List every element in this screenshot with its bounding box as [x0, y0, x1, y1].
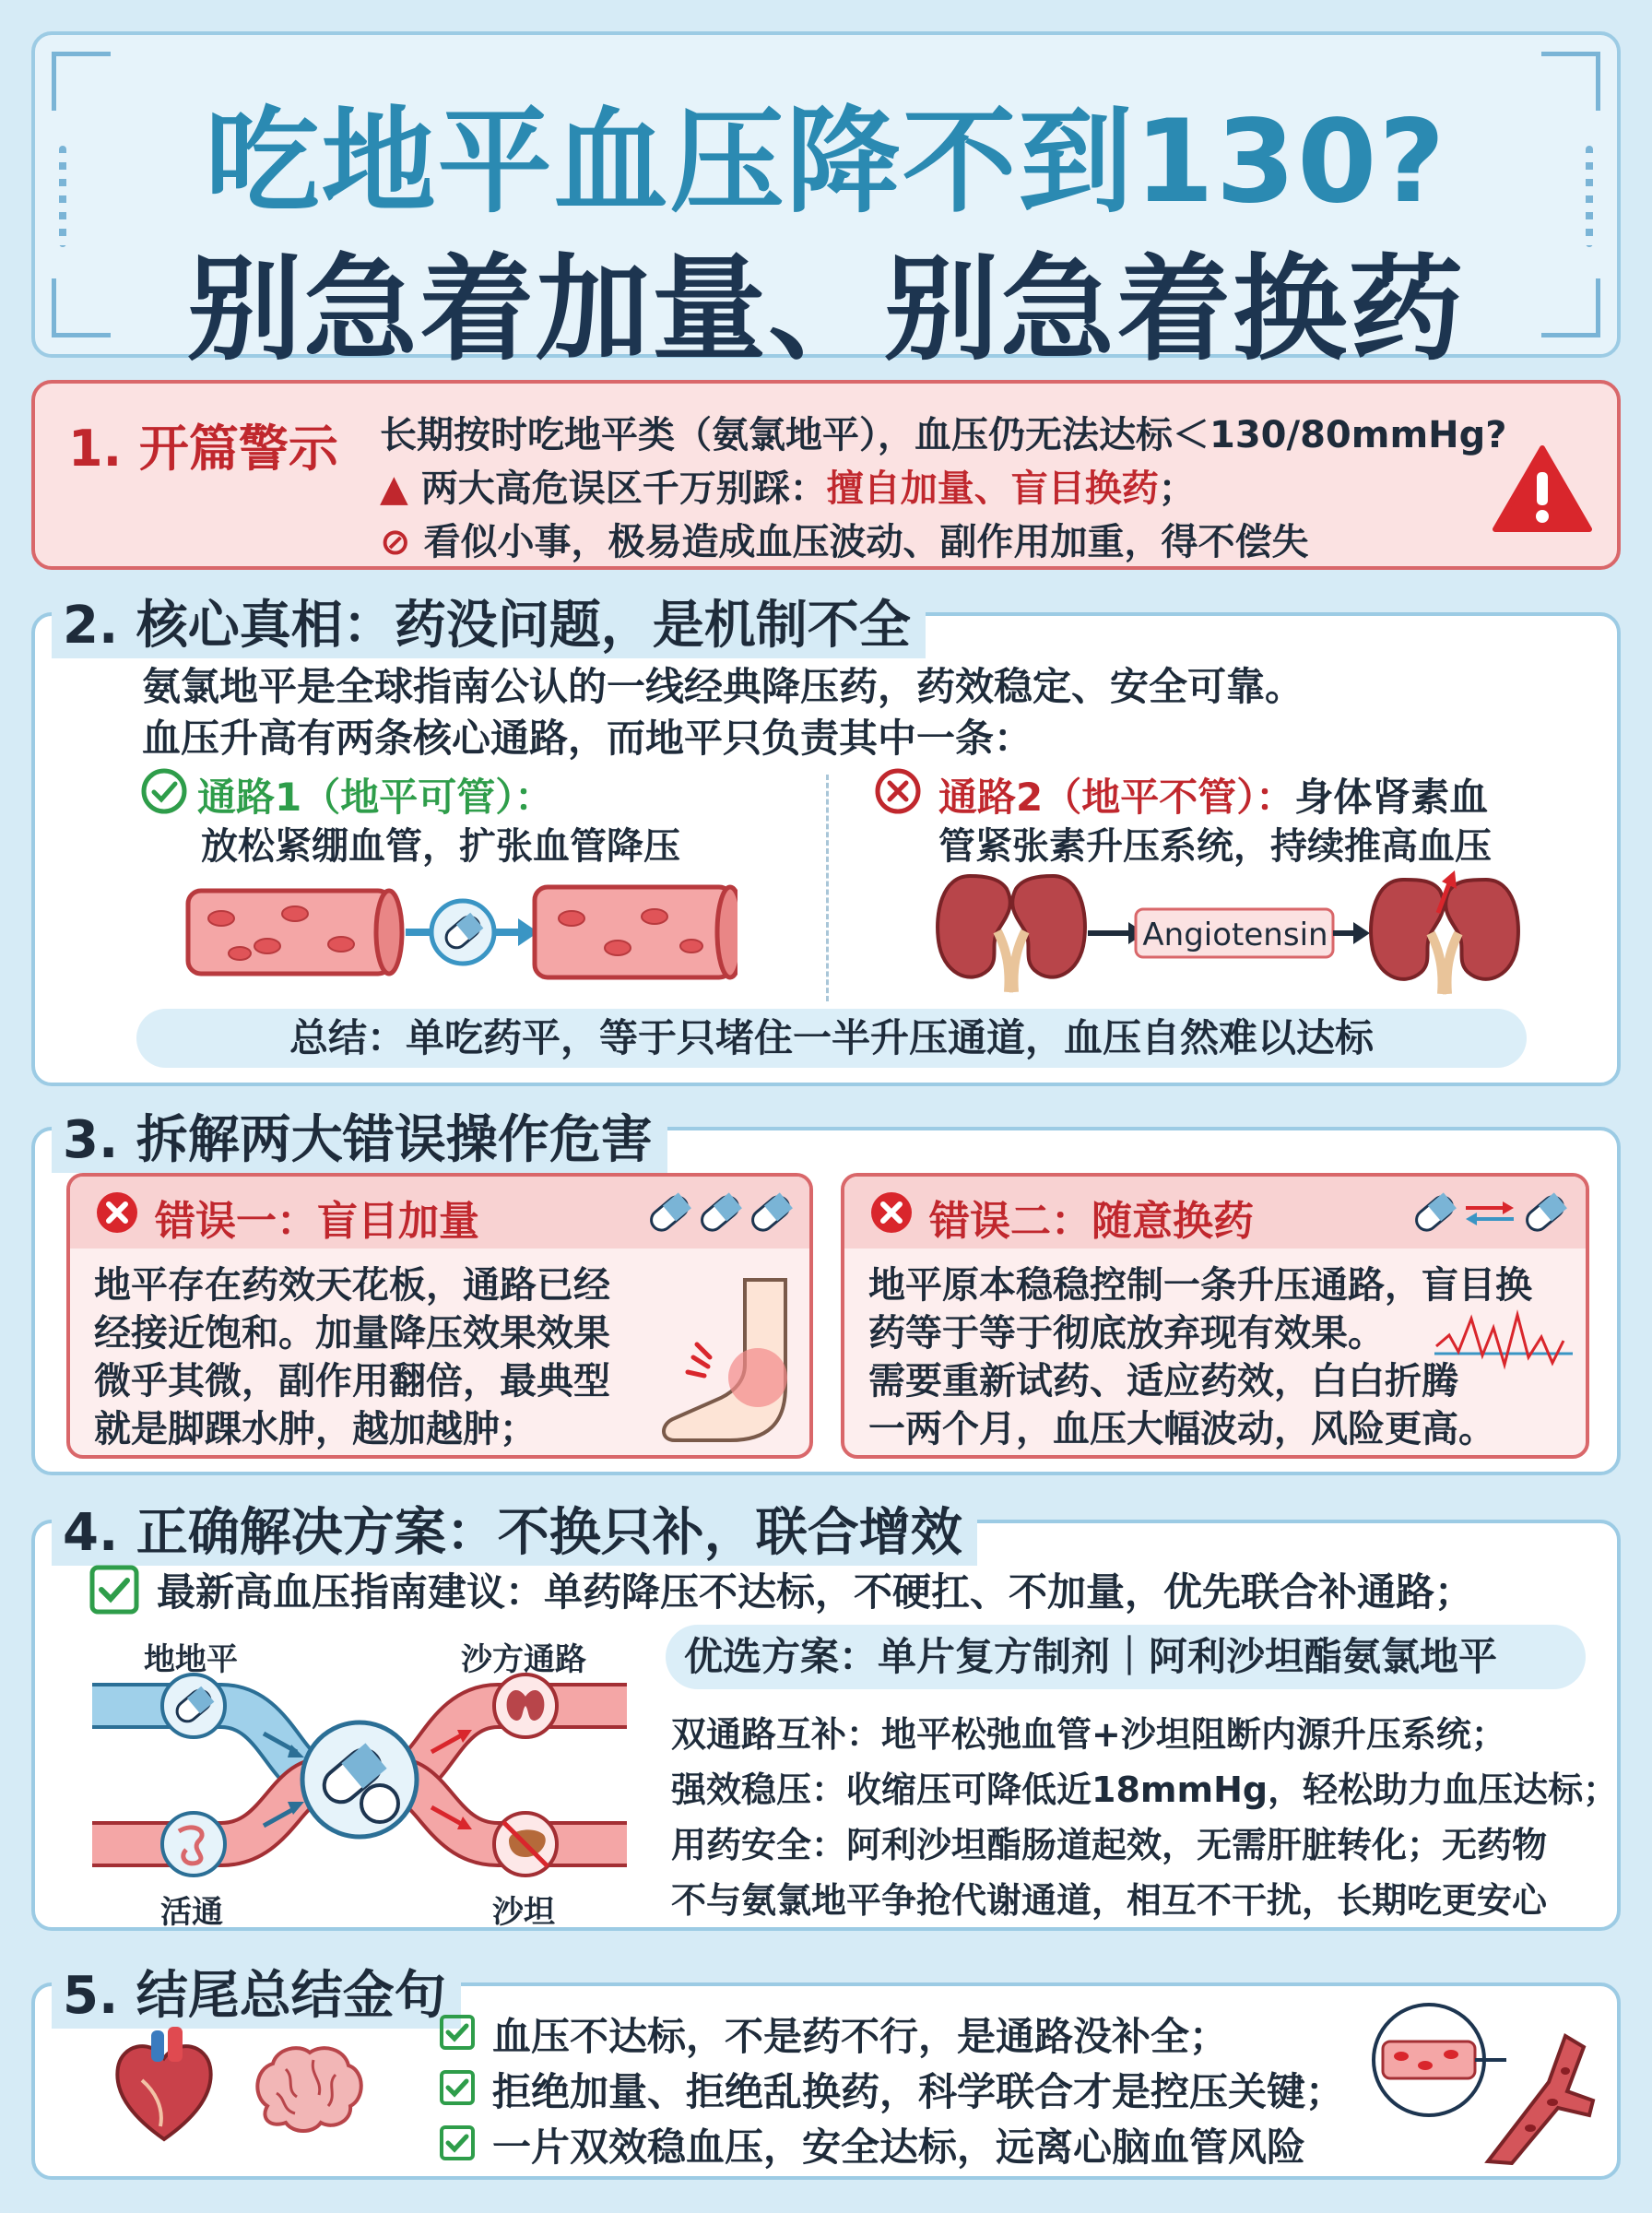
- section-4-heading: 4. 正确解决方案：不换只补，联合增效: [52, 1492, 977, 1566]
- warning-highlight: 擅自加量、盲目换药: [826, 467, 1159, 510]
- checkbox-checked-icon: [439, 2124, 476, 2161]
- solution-line: 不与氨氯地平争抢代谢通道，相互不干扰，长期吃更安心: [671, 1880, 1548, 1921]
- column-divider: [826, 775, 829, 1001]
- warning-line-3: ⊘ 看似小事，极易造成血压波动、副作用加重，得不偿失: [380, 521, 1309, 563]
- conclusion-line: 一片双效稳血压，安全达标，远离心脑血管风险: [492, 2124, 1306, 2170]
- swap-pills-icon: [1407, 1189, 1573, 1237]
- section-3-heading: 3. 拆解两大错误操作危害: [52, 1099, 667, 1173]
- core-truth-para-2: 血压升高有两条核心通路，而地平只负责其中一条：: [142, 716, 1033, 761]
- error-card-1: [66, 1173, 813, 1459]
- dual-pathway-diagram: [83, 1660, 636, 1899]
- brain-icon: [249, 2041, 369, 2143]
- pathway-2-title: 通路2（地平不管）：身体肾素血: [938, 775, 1489, 820]
- pills-icon: [642, 1189, 798, 1237]
- vessel-dilation-diagram: [184, 882, 738, 983]
- checkbox-checked-icon: [439, 2069, 476, 2106]
- warning-line-1: 长期按时吃地平类（氨氯地平），血压仍无法达标＜130/80mmHg?: [380, 414, 1507, 456]
- cross-circle-icon: [96, 1191, 138, 1234]
- pathway-1-title: 通路1（地平可管）：: [197, 775, 554, 820]
- conclusion-line: 血压不达标，不是药不行，是通路没补全；: [492, 2014, 1229, 2059]
- error-2-title: 错误二：随意换药: [929, 1198, 1254, 1245]
- warning-sign-icon: [1492, 444, 1593, 533]
- conclusion-line: 拒绝加量、拒绝乱换药，科学联合才是控压关键；: [492, 2069, 1345, 2114]
- checkbox-checked-icon: [439, 2014, 476, 2051]
- warning-triangle-icon: ▲: [380, 467, 408, 510]
- page-title: 吃地平血压降不到130?: [205, 96, 1447, 229]
- blood-vessel-icon: [1368, 1999, 1599, 2165]
- pathway-1-desc: 放松紧绷血管，扩张血管降压: [201, 825, 680, 868]
- guideline-recommendation: 最新高血压指南建议：单药降压不达标，不硬扛、不加量，优先联合补通路；: [157, 1569, 1474, 1615]
- diagram-label: 沙坦: [492, 1894, 555, 1931]
- section-5-heading: 5. 结尾总结金句: [52, 1955, 461, 2029]
- error-card-2: [841, 1173, 1589, 1459]
- warning-line-2: ▲ 两大高危误区千万别踩：擅自加量、盲目换药；: [380, 467, 1196, 510]
- warning-section: [31, 380, 1621, 570]
- angiotensin-label: Angiotensin: [1142, 917, 1328, 953]
- preferred-plan: 优选方案：单片复方制剂｜阿利沙坦酯氨氯地平: [666, 1625, 1586, 1689]
- cross-circle-icon: [870, 1191, 913, 1234]
- heart-icon: [109, 2025, 219, 2145]
- solution-line: 双通路互补：地平松弛血管+沙坦阻断内源升压系统；: [671, 1714, 1506, 1755]
- checkbox-checked-icon: [88, 1564, 140, 1615]
- cross-circle-icon: [874, 767, 922, 815]
- diagram-label: 活通: [160, 1894, 223, 1931]
- error-1-text: 地平存在药效天花板，通路已经 经接近饱和。加量降压效果效果 微乎其微，副作用翻倍，最典型 就是脚踝水肿，越加越肿；: [94, 1264, 610, 1450]
- solution-line: 强效稳压：收缩压可降低近18mmHg，轻松助力血压达标；: [671, 1769, 1619, 1810]
- section-2-heading: 2. 核心真相：药没问题，是机制不全: [52, 585, 926, 658]
- solution-line: 用药安全：阿利沙坦酯肠道起效，无需肝脏转化；无药物: [671, 1825, 1548, 1865]
- core-truth-summary: 总结：单吃药平，等于只堵住一半升压通道，血压自然难以达标: [136, 1009, 1527, 1068]
- bp-fluctuation-icon: [1434, 1309, 1573, 1374]
- kidney-icon: [938, 876, 1085, 992]
- check-circle-icon: [140, 767, 188, 815]
- error-2-text: 地平原本稳稳控制一条升压通路，盲目换 药等于等于彻底放弃现有效果。 需要重新试药、适应药效，白白折腾 一两个月，血压大幅波动，风险更高。: [868, 1264, 1532, 1450]
- warning-heading: 1. 开篇警示: [68, 420, 338, 478]
- page-subtitle: 别急着加量、别急着换药: [186, 243, 1465, 376]
- swollen-ankle-icon: [656, 1276, 804, 1451]
- header-banner: [31, 31, 1621, 376]
- prohibit-icon: ⊘: [380, 521, 411, 563]
- diagram-label: 地地平: [144, 1641, 238, 1678]
- error-1-title: 错误一：盲目加量: [155, 1198, 479, 1245]
- core-truth-para-1: 氨氯地平是全球指南公认的一线经典降压药，药效稳定、安全可靠。: [142, 664, 1304, 709]
- pathway-2-desc: 管紧张素升压系统，持续推高血压: [938, 825, 1492, 868]
- diagram-label: 沙方通路: [461, 1641, 586, 1678]
